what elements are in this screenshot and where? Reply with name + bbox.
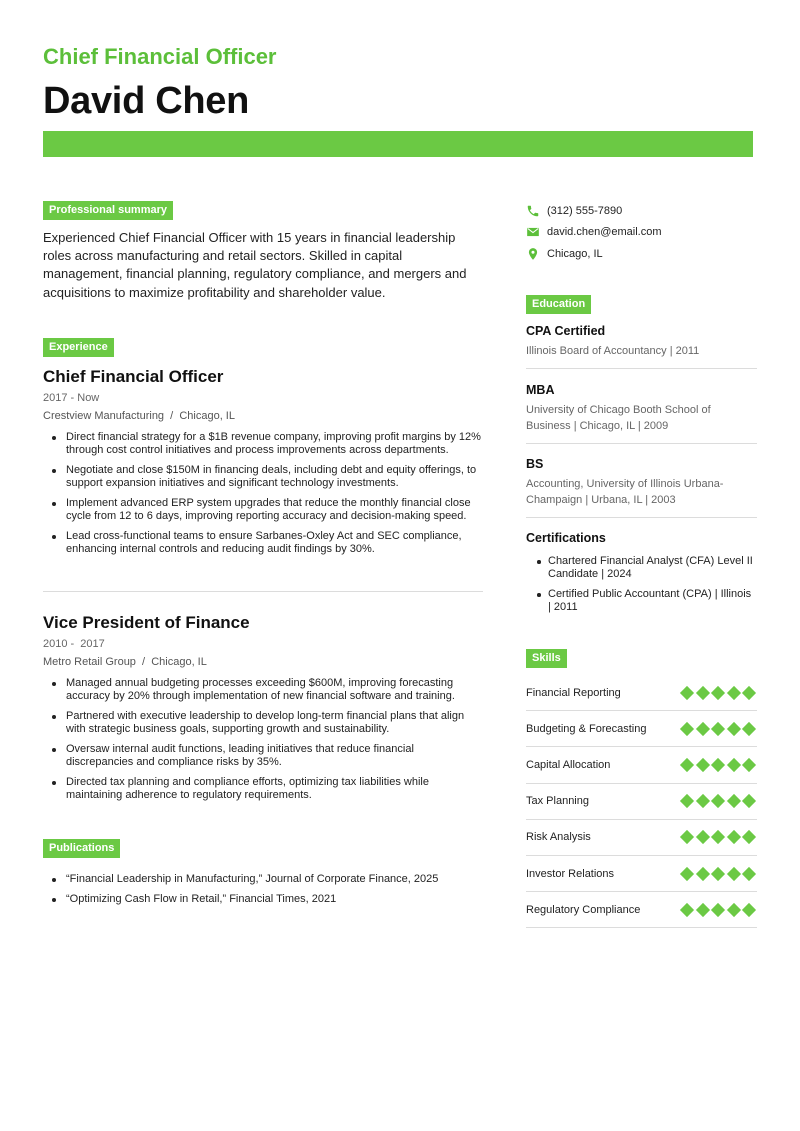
resume-job-title: Chief Financial Officer (43, 44, 277, 69)
education-title: MBA (526, 383, 555, 397)
rating-diamond-icon (695, 866, 709, 880)
education-item (526, 457, 757, 518)
rating-diamond-icon (711, 794, 725, 808)
rating-diamond-icon (742, 758, 756, 772)
skill-name: Investor Relations (526, 867, 615, 880)
experience-bullet: Lead cross-functional teams to ensure Sarbanes-Oxley Act and SEC compliance, enhancing internal controls and reducing audit findings by 30%. (43, 530, 483, 556)
certifications-section (526, 531, 757, 621)
location-text: Chicago, IL (547, 247, 603, 260)
experience-bullet: Direct financial strategy for a $1B revenue company, improving profit margins by 12% through cost control initiatives and process improvements across departments. (43, 431, 483, 457)
experience-role: Chief Financial Officer (43, 367, 224, 386)
skill-rating (681, 869, 755, 879)
rating-diamond-icon (742, 686, 756, 700)
rating-diamond-icon (711, 903, 725, 917)
skill-row (526, 856, 757, 892)
experience-dates: 2010 - 2017 (43, 638, 105, 650)
contact-email (526, 222, 756, 244)
education-title: CPA Certified (526, 324, 606, 338)
rating-diamond-icon (726, 830, 740, 844)
rating-diamond-icon (695, 903, 709, 917)
skill-name: Regulatory Compliance (526, 903, 641, 916)
rating-diamond-icon (742, 866, 756, 880)
skill-row (526, 820, 757, 856)
summary-section (43, 200, 483, 302)
contact-section (526, 200, 756, 265)
skill-name: Tax Planning (526, 795, 589, 808)
education-item (526, 324, 757, 369)
publications-list (43, 873, 483, 906)
rating-diamond-icon (711, 722, 725, 736)
experience-bullet: Implement advanced ERP system upgrades that reduce the monthly financial close cycle from 12 to 6 days, improving reporting accuracy and decision-making speed. (43, 497, 483, 523)
experience-item (43, 613, 483, 809)
experience-bullet: Negotiate and close $150M in financing deals, including debt and equity offerings, to support expansion initiatives and significant technology investments. (43, 464, 483, 490)
skill-rating (681, 832, 755, 842)
skill-row (526, 784, 757, 820)
rating-diamond-icon (680, 722, 694, 736)
rating-diamond-icon (695, 794, 709, 808)
rating-diamond-icon (711, 686, 725, 700)
rating-diamond-icon (680, 794, 694, 808)
rating-diamond-icon (742, 830, 756, 844)
education-detail: Accounting, University of Illinois Urbana-Champaign | Urbana, IL | 2003 (526, 478, 724, 506)
phone-text: (312) 555-7890 (547, 204, 623, 217)
education-title: BS (526, 457, 544, 471)
experience-bullet: Oversaw internal audit functions, leading initiatives that reduce financial discrepancies and compliance risks by 35%. (43, 743, 483, 769)
skill-rating (681, 688, 755, 698)
email-icon (526, 225, 540, 239)
rating-diamond-icon (742, 794, 756, 808)
certifications-list (526, 555, 757, 614)
certification-item: Certified Public Accountant (CPA) | Illinois | 2011 (526, 588, 757, 614)
experience-divider (43, 591, 483, 592)
rating-diamond-icon (742, 903, 756, 917)
experience-heading: Experience (43, 338, 114, 357)
rating-diamond-icon (695, 686, 709, 700)
experience-bullets (43, 677, 483, 802)
skill-rating (681, 724, 755, 734)
location-pin-icon (526, 247, 540, 261)
publications-heading: Publications (43, 839, 120, 858)
rating-diamond-icon (695, 830, 709, 844)
rating-diamond-icon (711, 866, 725, 880)
rating-diamond-icon (695, 758, 709, 772)
summary-heading: Professional summary (43, 201, 173, 220)
skills-section (526, 648, 757, 928)
rating-diamond-icon (680, 830, 694, 844)
experience-company: Metro Retail Group / Chicago, IL (43, 656, 207, 668)
experience-role: Vice President of Finance (43, 613, 250, 632)
rating-diamond-icon (726, 903, 740, 917)
skill-rating (681, 796, 755, 806)
contact-location (526, 243, 756, 265)
experience-dates: 2017 - Now (43, 392, 100, 404)
skills-heading: Skills (526, 649, 567, 668)
contact-phone (526, 200, 756, 222)
skills-list (526, 675, 757, 928)
publication-item: “Financial Leadership in Manufacturing,” Journal of Corporate Finance, 2025 (43, 873, 483, 886)
skill-name: Budgeting & Forecasting (526, 722, 647, 735)
phone-icon (526, 204, 540, 218)
rating-diamond-icon (695, 722, 709, 736)
rating-diamond-icon (711, 758, 725, 772)
certifications-heading: Certifications (526, 531, 606, 545)
skill-name: Capital Allocation (526, 758, 611, 771)
rating-diamond-icon (726, 686, 740, 700)
education-heading-wrap (526, 294, 757, 314)
education-detail: University of Chicago Booth School of Business | Chicago, IL | 2009 (526, 404, 711, 432)
rating-diamond-icon (680, 758, 694, 772)
header-accent-bar (43, 131, 753, 157)
rating-diamond-icon (680, 866, 694, 880)
skill-row (526, 747, 757, 783)
email-text[interactable]: david.chen@email.com (547, 226, 662, 239)
experience-bullets (43, 431, 483, 556)
rating-diamond-icon (680, 903, 694, 917)
education-heading: Education (526, 295, 591, 314)
skill-row (526, 711, 757, 747)
skill-rating (681, 905, 755, 915)
experience-bullet: Partnered with executive leadership to develop long-term financial plans that align with strategic business goals, supporting growth and sustainability. (43, 710, 483, 736)
experience-bullet: Directed tax planning and compliance efforts, optimizing tax liabilities while maintaining adherence to regulatory requirements. (43, 776, 483, 802)
experience-bullet: Managed annual budgeting processes exceeding $600M, improving forecasting accuracy by 20% through implementation of new financial software and training. (43, 677, 483, 703)
rating-diamond-icon (726, 794, 740, 808)
certification-item: Chartered Financial Analyst (CFA) Level II Candidate | 2024 (526, 555, 757, 581)
rating-diamond-icon (726, 866, 740, 880)
resume-name: David Chen (43, 80, 250, 122)
rating-diamond-icon (680, 686, 694, 700)
summary-text: Experienced Chief Financial Officer with 15 years in financial leadership roles across manufacturing and retail sectors. Skilled in capital management, financial planning, regulatory compliance, and mergers and acquisitions to maximize profitability and shareholder value. (43, 230, 467, 300)
experience-heading-wrap (43, 337, 483, 357)
skill-name: Financial Reporting (526, 686, 621, 699)
skill-rating (681, 760, 755, 770)
skill-row (526, 892, 757, 928)
rating-diamond-icon (711, 830, 725, 844)
rating-diamond-icon (726, 758, 740, 772)
education-item (526, 383, 757, 444)
experience-company: Crestview Manufacturing / Chicago, IL (43, 410, 235, 422)
experience-item (43, 367, 483, 563)
rating-diamond-icon (726, 722, 740, 736)
education-detail: Illinois Board of Accountancy | 2011 (526, 345, 700, 357)
publications-section (43, 838, 483, 913)
skill-row (526, 675, 757, 711)
publication-item: “Optimizing Cash Flow in Retail,” Financial Times, 2021 (43, 893, 483, 906)
rating-diamond-icon (742, 722, 756, 736)
skill-name: Risk Analysis (526, 831, 591, 844)
